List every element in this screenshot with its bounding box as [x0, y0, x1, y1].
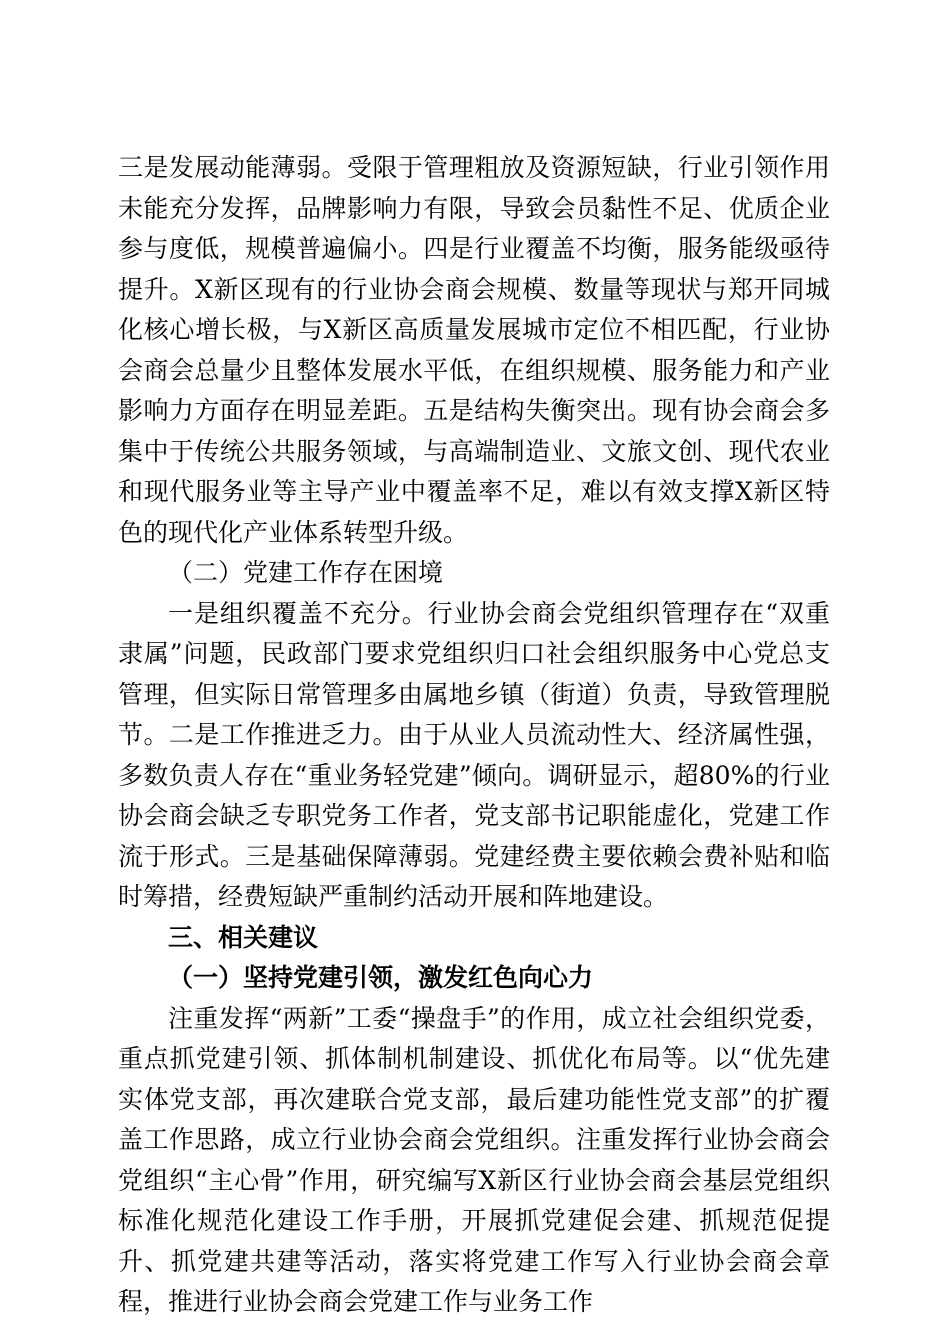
section-heading-recommendations: 三、相关建议 — [168, 922, 319, 952]
document-page — [118, 148, 830, 1323]
paragraph-party-leadership: 注重发挥“两新”工委“操盘手”的作用，成立社会组织党委，重点抓党建引领、抓体制机制建设、抓优化布局等。以“优先建实体党支部，再次建联合党支部，最后建功能性党支部”的扩覆盖工作思路，成立行业协会商会党组织。注重发挥行业协会商会党组织“主心骨”作用，研究编写X新区行业协会商会基层党组织标准化规范化建设工作手册，开展抓党建促会建、抓规范促提升、抓党建共建等活动，落实将党建工作写入行业协会商会章程，推进行业协会商会党建工作与业务工作 — [118, 1003, 830, 1316]
subheading-party-leadership: （一）坚持党建引领，激发红色向心力 — [168, 963, 594, 992]
paragraph-development-momentum: 三是发展动能薄弱。受限于管理粗放及资源短缺，行业引领作用未能充分发挥，品牌影响力有限，导致会员黏性不足、优质企业参与度低，规模普遍偏小。四是行业覆盖不均衡，服务能级亟待提升。X新区现有的行业协会商会规模、数量等现状与郑开同城化核心增长极，与X新区高质量发展城市定位不相匹配，行业协会商会总量少且整体发展水平低，在组织规模、服务能力和产业影响力方面存在明显差距。五是结构失衡突出。现有协会商会多集中于传统公共服务领域，与高端制造业、文旅文创、现代农业和现代服务业等主导产业中覆盖率不足，难以有效支撑X新区特色的现代化产业体系转型升级。 — [118, 153, 830, 547]
paragraph-party-building-issues: 一是组织覆盖不充分。行业协会商会党组织管理存在“双重隶属”问题，民政部门要求党组织归口社会组织服务中心党总支管理，但实际日常管理多由属地乡镇（街道）负责，导致管理脱节。二是工作推进乏力。由于从业人员流动性大、经济属性强，多数负责人存在“重业务轻党建”倾向。调研显示，超80%的行业协会商会缺乏专职党务工作者，党支部书记职能虚化，党建工作流于形式。三是基础保障薄弱。党建经费主要依赖会费补贴和临时筹措，经费短缺严重制约活动开展和阵地建设。 — [118, 598, 830, 911]
subheading-party-building-difficulties: （二）党建工作存在困境 — [168, 558, 444, 587]
